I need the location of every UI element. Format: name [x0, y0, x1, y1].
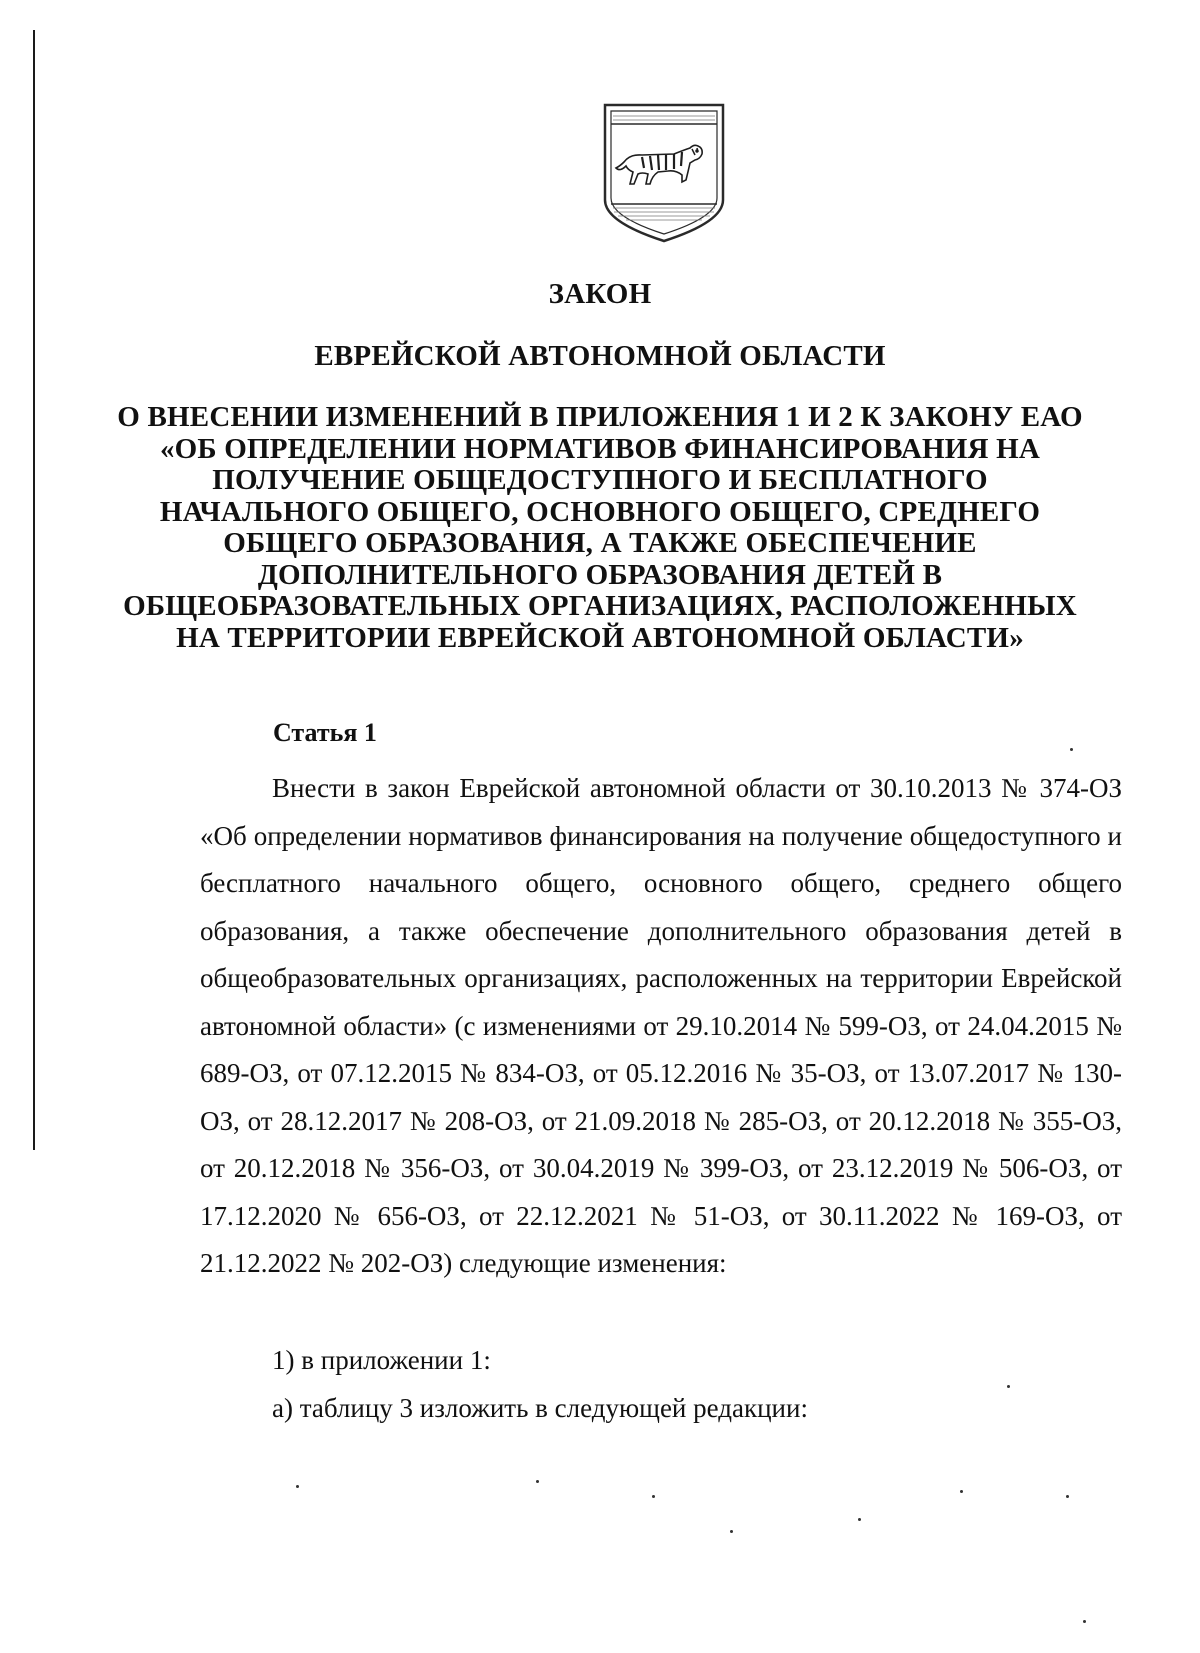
region-heading: ЕВРЕЙСКОЙ АВТОНОМНОЙ ОБЛАСТИ [314, 340, 886, 372]
scan-speck [960, 1490, 963, 1493]
subject-line: НАЧАЛЬНОГО ОБЩЕГО, ОСНОВНОГО ОБЩЕГО, СРЕДНЕГО [159, 495, 1041, 528]
amendment-subitem: а) таблицу 3 изложить в следующей редакции: [272, 1393, 808, 1423]
subject-line: «ОБ ОПРЕДЕЛЕНИИ НОРМАТИВОВ ФИНАНСИРОВАНИЯ НА [159, 432, 1041, 465]
subject-line: ОБЩЕГО ОБРАЗОВАНИЯ, А ТАКЖЕ ОБЕСПЕЧЕНИЕ [223, 527, 977, 559]
subject-line: ОБЩЕОБРАЗОВАТЕЛЬНЫХ ОРГАНИЗАЦИЯХ, РАСПОЛОЖЕННЫХ [123, 590, 1077, 622]
scan-speck [1066, 1495, 1069, 1498]
scan-speck [1007, 1385, 1010, 1388]
scan-speck [1070, 748, 1073, 751]
scan-speck [536, 1480, 539, 1483]
amendment-item: 1) в приложении 1: [272, 1345, 491, 1375]
scan-speck [1083, 1620, 1086, 1623]
subject-line: НА ТЕРРИТОРИИ ЕВРЕЙСКОЙ АВТОНОМНОЙ ОБЛАСТИ» [176, 621, 1024, 654]
article-body [200, 765, 1122, 1288]
law-subject-heading [0, 402, 1200, 654]
document-type-heading: ЗАКОН [548, 278, 652, 310]
scan-speck [652, 1495, 655, 1498]
subject-line: ПОЛУЧЕНИЕ ОБЩЕДОСТУПНОГО И БЕСПЛАТНОГО [212, 464, 988, 496]
coat-of-arms-icon [602, 102, 726, 244]
subject-line: О ВНЕСЕНИИ ИЗМЕНЕНИЙ В ПРИЛОЖЕНИЯ 1 И 2 К ЗАКОНУ ЕАО [117, 401, 1083, 433]
article-paragraph: Внести в закон Еврейской автономной области от 30.10.2013 № 374-ОЗ «Об определении нормативов финансирования на получение общедоступного и бесплатного начального общего, основного общего, среднего общего образования, а также обеспечение дополнительного образования детей в общеобразовательных организациях, расположенных на территории Еврейской автономной области» (с изменениями от 29.10.2014 № 599-ОЗ, от 24.04.2015 № 689-ОЗ, от 07.12.2015 № 834-ОЗ, от 05.12.2016 № 35-ОЗ, от 13.07.2017 № 130-ОЗ, от 28.12.2017 № 208-ОЗ, от 21.09.2018 № 285-ОЗ, от 20.12.2018 № 355-ОЗ, от 20.12.2018 № 356-ОЗ, от 30.04.2019 № 399-ОЗ, от 23.12.2019 № 506-ОЗ, от 17.12.2020 № 656-ОЗ, от 22.12.2021 № 51-ОЗ, от 30.11.2022 № 169-ОЗ, от 21.12.2022 № 202-ОЗ) следующие изменения: [200, 773, 1122, 1278]
subject-line: ДОПОЛНИТЕЛЬНОГО ОБРАЗОВАНИЯ ДЕТЕЙ В [257, 558, 943, 591]
article-title: Статья 1 [273, 718, 377, 747]
scan-speck [296, 1485, 299, 1488]
scan-speck [730, 1530, 733, 1533]
scan-speck [858, 1518, 861, 1521]
